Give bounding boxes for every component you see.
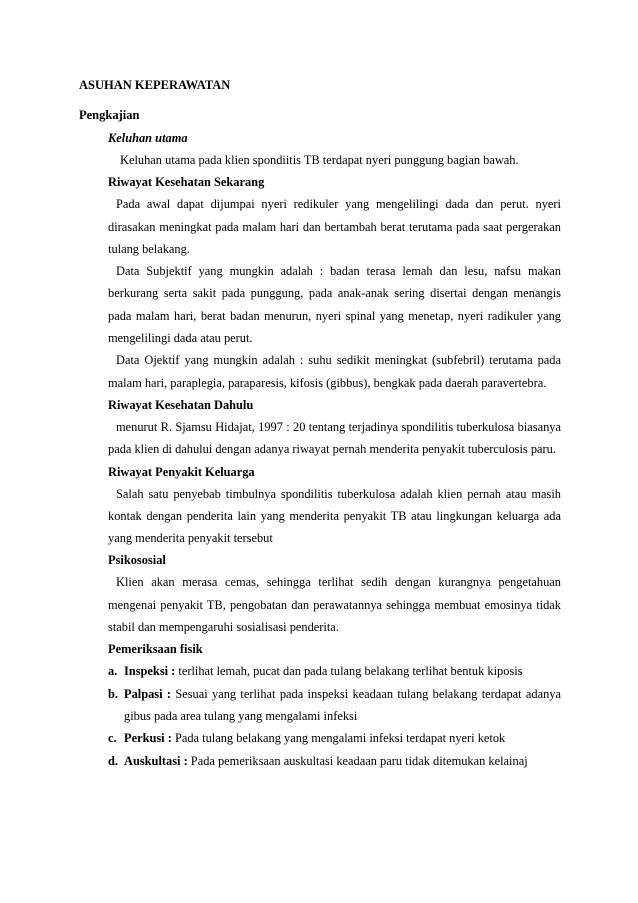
list-item-inspeksi [108, 660, 561, 682]
document-body [108, 127, 561, 772]
list-marker: d. [108, 753, 118, 768]
list-text: Pada tulang belakang yang mengalami infeksi terdapat nyeri ketok [171, 731, 506, 746]
list-label: Palpasi : [124, 686, 172, 701]
list-text: Pada pemeriksaan auskultasi keadaan paru tidak ditemukan kelainaj [187, 753, 528, 768]
list-text: terlihat lemah, pucat dan pada tulang belakang terlihat bentuk kiposis [175, 664, 523, 679]
list-item-palpasi [108, 683, 561, 728]
document-title: ASUHAN KEPERAWATAN [79, 78, 231, 92]
list-marker: a. [108, 664, 118, 679]
list-item-auskultasi [108, 750, 561, 772]
list-label: Auskultasi : [124, 753, 188, 768]
paragraph-rpk: Salah satu penyebab timbulnya spondilitis tuberkulosa adalah klien pernah atau masih kontak dengan penderita lain yang menderita penyakit TB atau lingkungan keluarga ada yang menderita penyakit tersebut [108, 486, 561, 546]
paragraph-rkd: menurut R. Sjamsu Hidajat, 1997 : 20 tentang terjadinya spondilitis tuberkulosa biasanya pada klien di dahului dengan adanya riwayat pernah menderita penyakit tuberculosis paru. [108, 419, 561, 457]
heading-psikososial: Psikososial [108, 553, 166, 568]
heading-riwayat-penyakit-keluarga: Riwayat Penyakit Keluarga [108, 464, 255, 479]
pemeriksaan-fisik-list [108, 660, 561, 771]
paragraph-keluhan-utama: Keluhan utama pada klien spondiitis TB terdapat nyeri punggung bagian bawah. [120, 153, 519, 167]
heading-riwayat-kesehatan-sekarang: Riwayat Kesehatan Sekarang [108, 175, 265, 190]
section-heading: Pengkajian [79, 108, 140, 122]
paragraph-rks-2: Data Subjektif yang mungkin adalah : badan terasa lemah dan lesu, nafsu makan berkurang serta sakit pada punggung, pada anak-anak sering disertai dengan menangis pada malam hari, berat badan menurun, nyeri spinal yang menetap, nyeri radikuler yang mengelilingi dada atau perut. [108, 264, 561, 346]
paragraph-rks-1: Pada awal dapat dijumpai nyeri redikuler yang mengelilingi dada dan perut. nyeri dirasakan meningkat pada malam hari dan bertambah berat terutama pada saat pergerakan tulang belakang. [108, 197, 561, 256]
paragraph-psikososial: Klien akan merasa cemas, sehingga terlihat sedih dengan kurangnya pengetahuan mengenai penyakit TB, pengobatan dan perawatannya sehingga membuat emosinya tidak stabil dan mempengaruhi sosialisasi penderita. [108, 575, 561, 635]
heading-pemeriksaan-fisik: Pemeriksaan fisik [108, 642, 203, 657]
list-label: Perkusi : [124, 731, 172, 746]
heading-keluhan-utama: Keluhan utama [108, 131, 188, 145]
list-text: Sesuai yang terlihat pada inspeksi keadaan tulang belakang terdapat adanya gibus pada area tulang yang mengalami infeksi [124, 686, 562, 723]
list-item-perkusi [108, 727, 561, 749]
list-marker: c. [108, 731, 117, 746]
paragraph-rks-3: Data Ojektif yang mungkin adalah : suhu sedikit meningkat (subfebril) terutama pada malam hari, paraplegia, paraparesis, kifosis (gibbus), bengkak pada daerah paravertebra. [108, 353, 561, 390]
list-label: Inspeksi : [124, 664, 176, 679]
heading-riwayat-kesehatan-dahulu: Riwayat Kesehatan Dahulu [108, 397, 254, 412]
list-marker: b. [108, 686, 118, 701]
